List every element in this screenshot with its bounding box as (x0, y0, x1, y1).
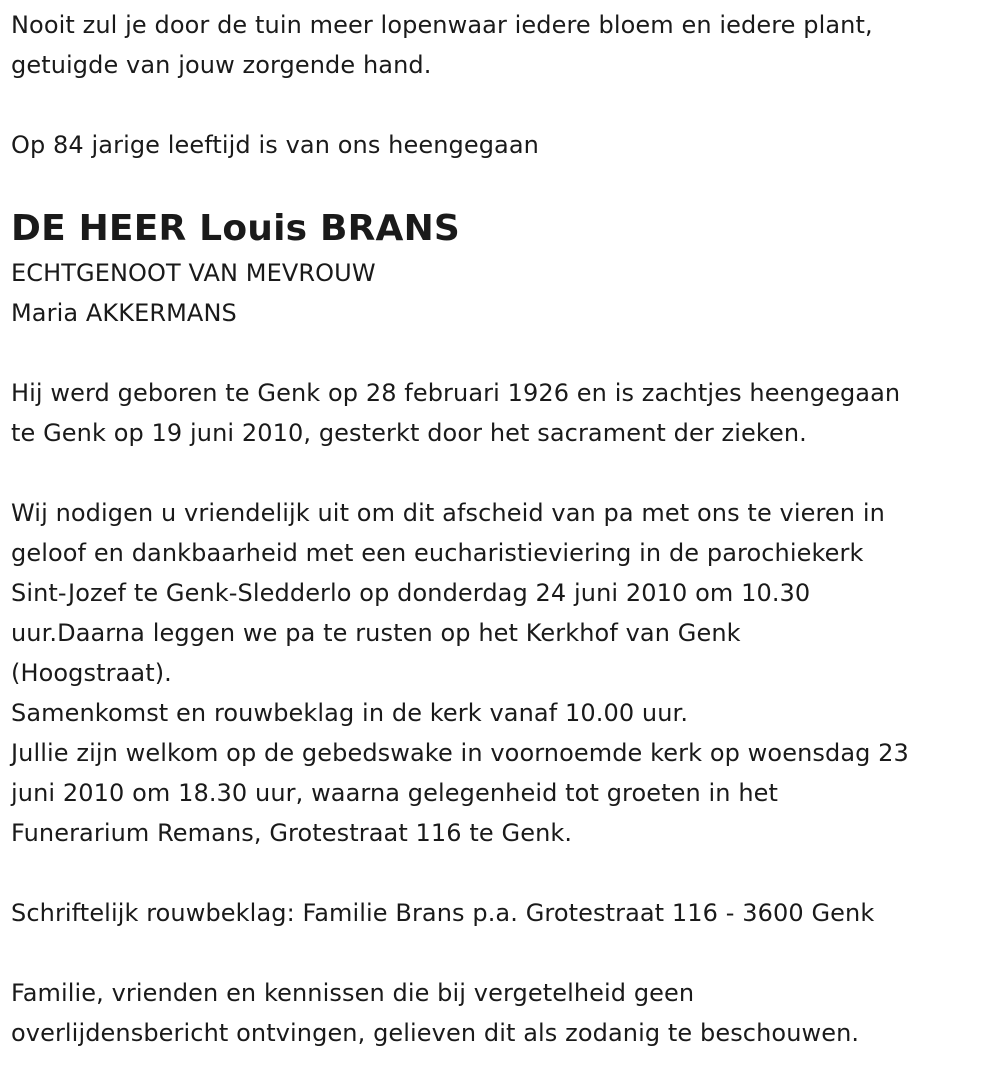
closing-line-1: Familie, vrienden en kennissen die bij vergetelheid geen (11, 979, 695, 1007)
poem (11, 5, 996, 85)
spacer (11, 453, 996, 493)
condolences-address: Schriftelijk rouwbeklag: Familie Brans p.a. Grotestraat 116 - 3600 Genk (11, 899, 875, 927)
service-line-1: Wij nodigen u vriendelijk uit om dit afscheid van pa met ons te vieren in (11, 499, 885, 527)
deceased-name: DE HEER Louis BRANS (11, 208, 461, 249)
service-line-6: Samenkomst en rouwbeklag in de kerk vanaf 10.00 uur. (11, 699, 689, 727)
service-line-4: uur.Daarna leggen we pa te rusten op het Kerkhof van Genk (11, 619, 741, 647)
closing-line-2: overlijdensbericht ontvingen, gelieven dit als zodanig te beschouwen. (11, 1019, 860, 1047)
intro-text: Op 84 jarige leeftijd is van ons heengegaan (11, 131, 539, 159)
spacer (11, 165, 996, 205)
service-line-7: Jullie zijn welkom op de gebedswake in voornoemde kerk op woensdag 23 (11, 739, 909, 767)
birth-death-line-2: te Genk op 19 juni 2010, gesterkt door het sacrament der zieken. (11, 419, 807, 447)
service-line-8: juni 2010 om 18.30 uur, waarna gelegenheid tot groeten in het (11, 779, 779, 807)
service-line-9: Funerarium Remans, Grotestraat 116 te Genk. (11, 819, 573, 847)
deceased-block (11, 205, 996, 333)
birth-death-line-1: Hij werd geboren te Genk op 28 februari 1926 en is zachtjes heengegaan (11, 379, 901, 407)
spacer (11, 853, 996, 893)
service-line-3: Sint-Jozef te Genk-Sledderlo op donderdag 24 juni 2010 om 10.30 (11, 579, 811, 607)
spacer (11, 333, 996, 373)
spacer (11, 85, 996, 125)
death-notice (11, 5, 996, 1053)
birth-death-paragraph (11, 373, 996, 453)
spacer (11, 933, 996, 973)
poem-line-1: Nooit zul je door de tuin meer lopenwaar iedere bloem en iedere plant, (11, 11, 873, 39)
closing-paragraph (11, 973, 996, 1053)
spouse-name: Maria AKKERMANS (11, 299, 237, 327)
relation-text: ECHTGENOOT VAN MEVROUW (11, 259, 376, 287)
poem-line-2: getuigde van jouw zorgende hand. (11, 51, 432, 79)
service-line-5: (Hoogstraat). (11, 659, 172, 687)
service-line-2: geloof en dankbaarheid met een eucharistieviering in de parochiekerk (11, 539, 864, 567)
service-paragraph (11, 493, 996, 853)
